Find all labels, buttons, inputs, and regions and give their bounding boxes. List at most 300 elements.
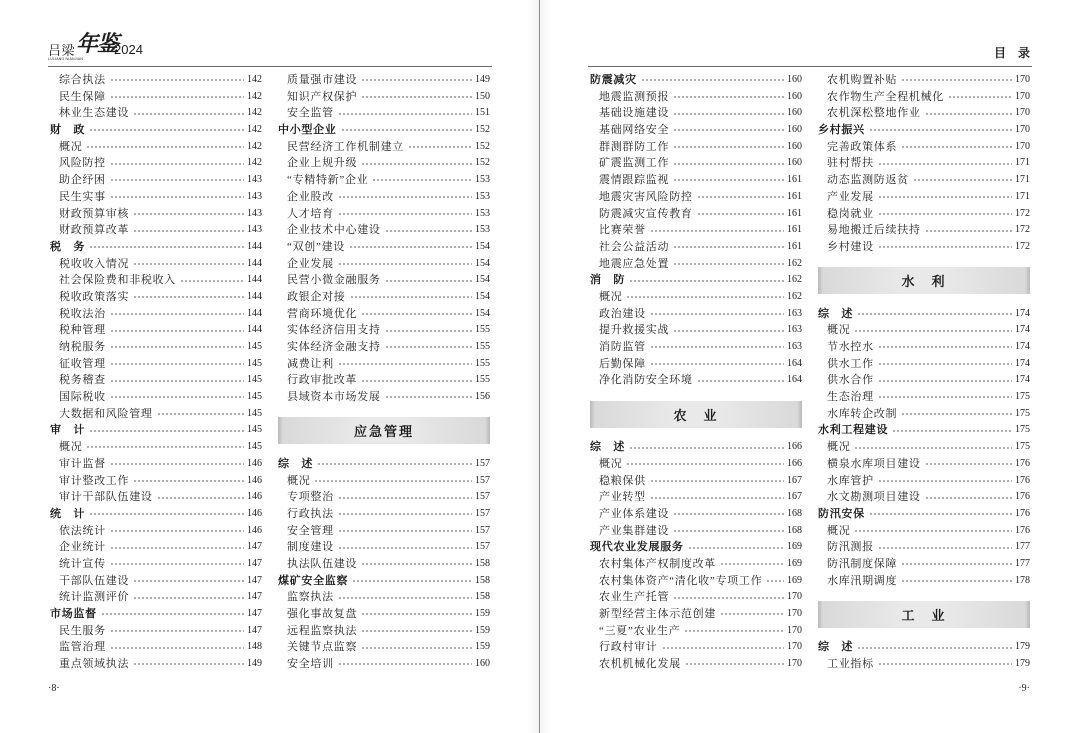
entry-title: 社会公益活动 (599, 240, 670, 253)
entry-title: 地震应急处置 (599, 257, 670, 270)
dot-leader (338, 112, 472, 116)
page-ref: 157 (475, 457, 490, 469)
toc-entry (278, 389, 490, 406)
entry-title: 市场监督 (50, 608, 97, 620)
toc-entry (590, 556, 802, 573)
dot-leader (338, 262, 472, 266)
entry-title: 统 计 (50, 507, 86, 520)
entry-title: 工业指标 (827, 658, 874, 671)
page-ref: 159 (475, 624, 490, 636)
page-ref: 149 (247, 658, 262, 670)
dot-leader (878, 395, 1012, 399)
page-ref: 146 (247, 507, 262, 519)
page-ref: 163 (787, 341, 802, 352)
toc-entry (50, 473, 262, 490)
logo-city: 吕梁 (48, 43, 76, 58)
page-ref: 146 (247, 524, 262, 536)
page-ref: 153 (475, 207, 490, 219)
entry-title: 专项整治 (287, 491, 334, 504)
dot-leader (110, 345, 244, 349)
chapter-banner-title: 应急管理 (353, 424, 414, 440)
toc-section-heading (590, 539, 802, 556)
dot-leader (110, 178, 244, 182)
entry-title: 概况 (827, 324, 851, 337)
toc-entry (50, 105, 262, 122)
entry-title: 综 述 (590, 441, 626, 454)
page-ref: 176 (1015, 524, 1030, 536)
entry-title: 远程监察执法 (287, 624, 358, 637)
entry-title: 现代农业发展服务 (590, 541, 684, 554)
toc-heading: 目 录 (993, 46, 1030, 60)
dot-leader (110, 78, 244, 82)
toc-entry (818, 372, 1030, 389)
toc-entry (278, 306, 490, 323)
entry-title: 概况 (59, 441, 83, 454)
entry-title: 减费让利 (287, 357, 334, 370)
toc-entry (818, 105, 1030, 122)
page-ref: 144 (247, 324, 262, 336)
toc-entry (818, 439, 1030, 456)
entry-title: 营商环境优化 (287, 307, 358, 320)
page-ref: 166 (787, 441, 802, 453)
toc-entry (590, 189, 802, 206)
dot-leader (673, 529, 784, 533)
dot-leader (901, 579, 1012, 583)
page-ref: 153 (475, 190, 490, 202)
page-ref: 157 (475, 507, 490, 519)
dot-leader (133, 579, 244, 583)
toc-entry (818, 539, 1030, 556)
toc-entry (590, 122, 802, 139)
toc-entry (590, 289, 802, 306)
entry-title: 重点领域执法 (59, 658, 130, 671)
toc-entry (590, 573, 802, 590)
toc-entry (50, 523, 262, 540)
entry-title: 供水合作 (827, 374, 874, 387)
toc-section-heading (818, 122, 1030, 139)
dot-leader (314, 479, 472, 483)
entry-title: 大数据和风险管理 (59, 407, 153, 420)
dot-leader (878, 546, 1012, 550)
entry-title: 关键节点监察 (287, 641, 358, 654)
dot-leader (925, 462, 1012, 466)
toc-entry (50, 172, 262, 189)
entry-title: 水库汛期调度 (827, 574, 898, 587)
toc-entry (50, 356, 262, 373)
dot-leader (688, 546, 784, 550)
chapter-banner (818, 589, 1030, 639)
dot-leader (133, 212, 244, 216)
toc-entry (50, 439, 262, 456)
dot-leader (878, 379, 1012, 383)
toc-entry (818, 89, 1030, 106)
chapter-banner-box (818, 267, 1030, 294)
entry-title: 依法统计 (59, 524, 106, 537)
entry-title: 税收收入情况 (59, 257, 130, 270)
entry-title: 税收法治 (59, 307, 106, 320)
toc-entry (278, 139, 490, 156)
page-ref: 142 (247, 124, 262, 136)
dot-leader (110, 329, 244, 333)
entry-title: 水利工程建设 (818, 424, 889, 437)
entry-title: 征收管理 (59, 357, 106, 370)
dot-leader (110, 546, 244, 550)
entry-title: 农业生产托管 (599, 591, 670, 604)
toc-entry (50, 539, 262, 556)
dot-leader (110, 379, 244, 383)
page-ref: 142 (247, 157, 262, 169)
page-ref: 152 (475, 157, 490, 169)
toc-entry (278, 206, 490, 223)
toc-entry (278, 473, 490, 490)
page-ref: 159 (475, 608, 490, 620)
entry-title: 比赛荣誉 (599, 224, 646, 237)
dot-leader (684, 629, 784, 633)
dot-leader (361, 629, 472, 633)
toc-entry (278, 222, 490, 239)
toc-column (278, 72, 490, 673)
toc-entry (590, 105, 802, 122)
entry-title: 防汛制度保障 (827, 557, 898, 570)
entry-title: 水库管护 (827, 474, 874, 487)
page-number-right: ·9· (1018, 683, 1030, 694)
entry-title: 煤矿安全监察 (278, 574, 349, 587)
page-ref: 148 (247, 641, 262, 653)
toc-section-heading (278, 573, 490, 590)
toc-entry (818, 406, 1030, 423)
toc-entry (590, 372, 802, 389)
entry-title: 政治建设 (599, 307, 646, 320)
dot-leader (133, 479, 244, 483)
dot-leader (901, 145, 1012, 149)
dot-leader (361, 162, 472, 166)
page-ref: 155 (475, 341, 490, 352)
page-ref: 143 (247, 207, 262, 219)
entry-title: 民生保障 (59, 90, 106, 103)
dot-leader (317, 462, 472, 466)
dot-leader (361, 562, 472, 566)
dot-leader (110, 629, 244, 633)
entry-title: 震情跟踪监视 (599, 174, 670, 187)
toc-entry (818, 573, 1030, 590)
toc-column (50, 72, 262, 673)
dot-leader (89, 512, 244, 516)
toc-entry (50, 272, 262, 289)
entry-title: 民生服务 (59, 624, 106, 637)
dot-leader (878, 362, 1012, 366)
header-rule-left (48, 66, 492, 67)
toc-section-heading (50, 606, 262, 623)
toc-section-heading (818, 639, 1030, 656)
page-ref: 161 (787, 224, 802, 236)
dot-leader (361, 646, 472, 650)
dot-leader (361, 78, 472, 82)
dot-leader (361, 312, 472, 316)
page-ref: 160 (787, 90, 802, 102)
entry-title: 民生实事 (59, 190, 106, 203)
header-rule-right (588, 66, 1032, 67)
toc-entry (590, 506, 802, 523)
page-ref: 172 (1015, 240, 1030, 252)
entry-title: 概况 (827, 441, 851, 454)
dot-leader (361, 612, 472, 616)
dot-leader (133, 596, 244, 600)
dot-leader (697, 212, 784, 216)
dot-leader (629, 279, 784, 283)
toc-entry (278, 155, 490, 172)
entry-title: 行政审批改革 (287, 374, 358, 387)
dot-leader (854, 446, 1012, 450)
toc-entry (278, 172, 490, 189)
entry-title: 综合执法 (59, 74, 106, 86)
page-ref: 177 (1015, 541, 1030, 553)
dot-leader (697, 195, 784, 199)
dot-leader (925, 229, 1012, 233)
page-ref: 153 (475, 224, 490, 236)
page-ref: 143 (247, 224, 262, 236)
dot-leader (110, 362, 244, 366)
toc-section-heading (50, 122, 262, 139)
page-ref: 156 (475, 391, 490, 403)
page-ref: 142 (247, 107, 262, 119)
entry-title: 实体经济金融支持 (287, 341, 381, 353)
page-ref: 179 (1015, 658, 1030, 670)
page-ref: 166 (787, 457, 802, 469)
entry-title: 实体经济信用支持 (287, 324, 381, 337)
dot-leader (385, 329, 472, 333)
dot-leader (673, 329, 784, 333)
entry-title: 群测群防工作 (599, 140, 670, 153)
page-ref: 149 (475, 74, 490, 85)
page-ref: 153 (475, 174, 490, 186)
dot-leader (110, 312, 244, 316)
logo-title: 年鉴 (76, 31, 119, 56)
entry-title: 防震减灾宣传教育 (599, 207, 693, 220)
toc-entry (590, 639, 802, 656)
entry-title: 消防监管 (599, 341, 646, 353)
toc-entry (818, 489, 1030, 506)
dot-leader (673, 128, 784, 132)
toc-entry (50, 322, 262, 339)
dot-leader (878, 162, 1012, 166)
page-ref: 144 (247, 274, 262, 286)
entry-title: 人才培育 (287, 207, 334, 220)
entry-title: 统计宣传 (59, 557, 106, 570)
toc-entry (590, 606, 802, 623)
toc-section-heading (818, 306, 1030, 323)
dot-leader (685, 662, 784, 666)
entry-title: 矿震监测工作 (599, 157, 670, 170)
chapter-banner-box (590, 401, 802, 428)
page-ref: 174 (1015, 324, 1030, 336)
page-ref: 157 (475, 491, 490, 503)
toc-entry (278, 89, 490, 106)
toc-entry (50, 155, 262, 172)
page-ref: 176 (1015, 457, 1030, 469)
page-ref: 167 (787, 491, 802, 503)
entry-title: 企业股改 (287, 190, 334, 203)
logo-year: 2024 (114, 42, 143, 57)
entry-title: 动态监测防返贫 (827, 174, 909, 187)
toc-entry (590, 473, 802, 490)
entry-title: 安全监管 (287, 107, 334, 120)
toc-entry (278, 639, 490, 656)
entry-title: 民营小微金融服务 (287, 274, 381, 287)
entry-title: 概况 (827, 524, 851, 537)
dot-leader (878, 662, 1012, 666)
entry-title: 税种管理 (59, 324, 106, 337)
entry-title: 财政预算审核 (59, 207, 130, 220)
entry-title: 基础网络安全 (599, 124, 670, 137)
toc-entry (278, 606, 490, 623)
entry-title: 农机机械化发展 (599, 658, 681, 671)
page-ref: 144 (247, 240, 262, 252)
entry-title: 地震灾害风险防控 (599, 190, 693, 203)
toc-section-heading (278, 122, 490, 139)
dot-leader (673, 596, 784, 600)
page-fold-shadow-right (540, 0, 552, 733)
entry-title: 行政村审计 (599, 641, 658, 654)
toc-entry (818, 556, 1030, 573)
entry-title: “三夏”农业生产 (599, 624, 681, 637)
entry-title: 风险防控 (59, 157, 106, 170)
entry-title: 审 计 (50, 424, 86, 437)
toc-entry (818, 206, 1030, 223)
toc-entry (50, 489, 262, 506)
toc-section-heading (818, 422, 1030, 439)
page-ref: 158 (475, 574, 490, 586)
dot-leader (86, 145, 244, 149)
page-ref: 154 (475, 290, 490, 302)
dot-leader (385, 279, 472, 283)
toc-entry (50, 222, 262, 239)
toc-entry (590, 172, 802, 189)
page-ref: 147 (247, 624, 262, 636)
toc-entry (818, 172, 1030, 189)
page-ref: 171 (1015, 190, 1030, 202)
page-ref: 164 (787, 374, 802, 386)
entry-title: 乡村建设 (827, 240, 874, 253)
page-ref: 160 (787, 124, 802, 136)
entry-title: 新型经营主体示范创建 (599, 608, 716, 621)
toc-entry (278, 489, 490, 506)
toc-section-heading (50, 239, 262, 256)
dot-leader (766, 579, 784, 583)
page-ref: 160 (787, 140, 802, 152)
page-ref: 155 (475, 374, 490, 386)
toc-entry (50, 89, 262, 106)
entry-title: 安全培训 (287, 658, 334, 671)
page-ref: 154 (475, 240, 490, 252)
page-ref: 176 (1015, 507, 1030, 519)
entry-title: 防震减灾 (590, 74, 637, 86)
page-ref: 175 (1015, 441, 1030, 453)
dot-leader (857, 312, 1012, 316)
page-ref: 163 (787, 324, 802, 336)
dot-leader (361, 379, 472, 383)
chapter-banner (278, 406, 490, 456)
toc-entry (50, 206, 262, 223)
dot-leader (110, 646, 244, 650)
dot-leader (338, 212, 472, 216)
toc-entry (590, 89, 802, 106)
dot-leader (878, 345, 1012, 349)
toc-entry (278, 623, 490, 640)
page-ref: 142 (247, 140, 262, 152)
entry-title: 横泉水库项目建设 (827, 457, 921, 470)
toc-section-heading (50, 422, 262, 439)
dot-leader (338, 496, 472, 500)
toc-entry (50, 289, 262, 306)
page-ref: 160 (787, 157, 802, 169)
entry-title: 综 述 (818, 307, 854, 320)
toc-entry (278, 506, 490, 523)
page-ref: 164 (787, 357, 802, 369)
toc-entry (590, 306, 802, 323)
chapter-banner-title: 工 业 (901, 607, 947, 623)
page-ref: 142 (247, 74, 262, 85)
page-ref: 175 (1015, 391, 1030, 403)
chapter-banner-title: 水 利 (901, 274, 947, 290)
toc-entry (50, 639, 262, 656)
page-ref: 175 (1015, 407, 1030, 419)
entry-title: 消 防 (590, 274, 626, 287)
toc-entry (278, 105, 490, 122)
dot-leader (901, 78, 1012, 82)
entry-title: 税 务 (50, 240, 86, 253)
dot-leader (869, 128, 1012, 132)
entry-title: 农村集体资产“清化收”专项工作 (599, 574, 763, 587)
entry-title: 监管治理 (59, 641, 106, 654)
page-ref: 172 (1015, 224, 1030, 236)
toc-entry (278, 272, 490, 289)
dot-leader (89, 429, 244, 433)
toc-entry (590, 222, 802, 239)
dot-leader (110, 462, 244, 466)
dot-leader (110, 162, 244, 166)
toc-entry (278, 72, 490, 89)
entry-title: 地震监测预报 (599, 90, 670, 103)
page-ref: 147 (247, 608, 262, 619)
page-ref: 147 (247, 541, 262, 553)
dot-leader (697, 379, 784, 383)
toc-entry (590, 139, 802, 156)
dot-leader (89, 245, 244, 249)
page-ref: 168 (787, 524, 802, 536)
entry-title: 民营经济工作机制建立 (287, 140, 404, 153)
dot-leader (629, 446, 784, 450)
toc-entry (50, 139, 262, 156)
page-ref: 168 (787, 507, 802, 519)
dot-leader (948, 95, 1012, 99)
entry-title: 乡村振兴 (818, 124, 865, 137)
entry-title: 综 述 (818, 641, 854, 654)
entry-title: 后勤保障 (599, 357, 646, 370)
dot-leader (338, 195, 472, 199)
toc-entry (818, 456, 1030, 473)
entry-title: 产业集群建设 (599, 524, 670, 537)
dot-leader (157, 496, 244, 500)
page-fold-shadow-left (526, 0, 539, 733)
toc-entry (50, 72, 262, 89)
dot-leader (372, 178, 472, 182)
dot-leader (385, 345, 472, 349)
page-ref: 150 (475, 90, 490, 102)
dot-leader (101, 612, 244, 616)
page-ref: 174 (1015, 357, 1030, 369)
page-number-left: ·8· (48, 683, 60, 694)
toc-entry (278, 556, 490, 573)
